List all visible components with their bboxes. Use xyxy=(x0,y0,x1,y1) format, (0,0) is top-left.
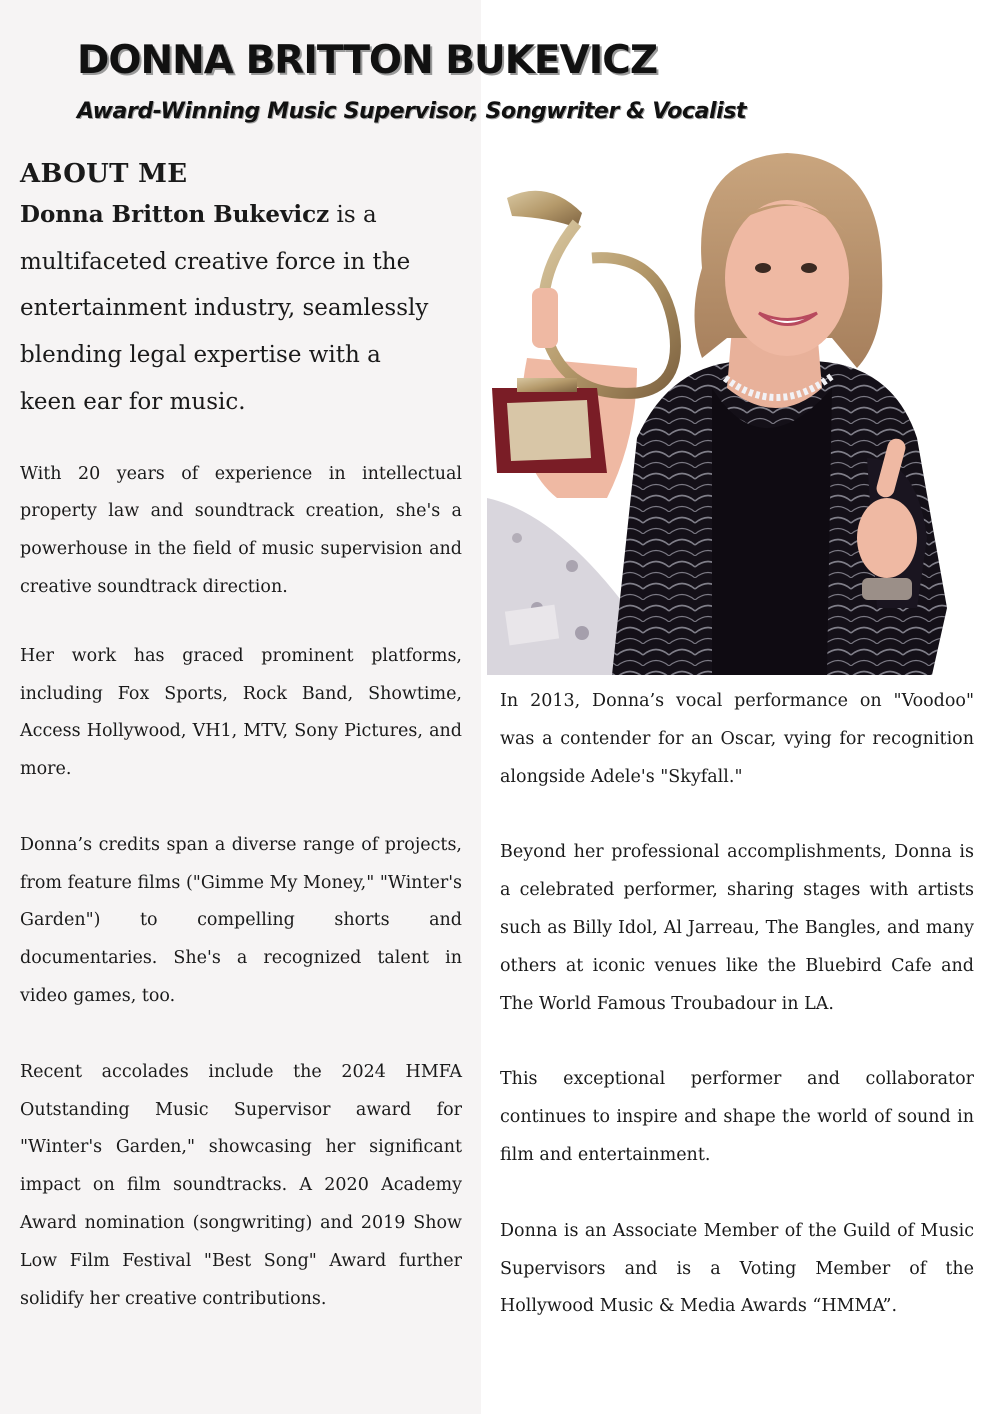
intro-text: is a xyxy=(329,202,377,228)
bio-paragraph: Donna is an Associate Member of the Guild of Music Supervisors and is a Voting Member of the Hollywood Music & Media Awards “HMMA”. xyxy=(500,1220,974,1317)
about-heading: ABOUT ME xyxy=(20,159,188,189)
portrait-photo xyxy=(487,138,952,675)
intro-text: keen ear for music. xyxy=(20,388,246,415)
bio-paragraph: With 20 years of experience in intellectual property law and soundtrack creation, she's a powerhouse in the field of music supervision and creative soundtrack direction. xyxy=(20,463,462,597)
intro-text: blending legal expertise with a xyxy=(20,342,381,369)
bio-paragraph: This exceptional performer and collaborator continues to inspire and shape the world of sound in film and entertainment. xyxy=(500,1069,974,1165)
bio-paragraph: Her work has graced prominent platforms, including Fox Sports, Rock Band, Showtime, Access Hollywood, VH1, MTV, Sony Pictures, and more. xyxy=(20,645,462,780)
intro-text: entertainment industry, seamlessly xyxy=(20,295,429,322)
intro-lead xyxy=(20,192,462,426)
intro-name: Donna Britton Bukevicz xyxy=(20,201,330,228)
bio-paragraph: Recent accolades include the 2024 HMFA Outstanding Music Supervisor award for "Winter's Garden," showcasing her significant impact on film soundtracks. A 2020 Academy Award nomination (songwriting) and 2019 Show Low Film Festival "Best Song" Award further solidify her creative contributions. xyxy=(20,1061,462,1309)
intro-text: multifaceted creative force in the xyxy=(20,248,411,275)
bio-paragraph: In 2013, Donna’s vocal performance on "Voodoo" was a contender for an Oscar, vying for recognition alongside Adele's "Skyfall." xyxy=(500,691,974,787)
page-title: DONNA BRITTON BUKEVICZ xyxy=(77,38,658,83)
right-column xyxy=(500,683,974,1326)
bio-paragraph: Donna’s credits span a diverse range of projects, from feature films ("Gimme My Money," "Winter's Garden") to compelling shorts and documentaries. She's a recognized talent in video games, too. xyxy=(20,834,462,1007)
page-subtitle: Award-Winning Music Supervisor, Songwriter & Vocalist xyxy=(77,99,747,124)
bio-paragraph: Beyond her professional accomplishments, Donna is a celebrated performer, sharing stages with artists such as Billy Idol, Al Jarreau, The Bangles, and many others at iconic venues like the Bluebird Cafe and The World Famous Troubadour in LA. xyxy=(500,842,974,1014)
page-header xyxy=(77,38,977,126)
left-column xyxy=(20,156,462,1318)
